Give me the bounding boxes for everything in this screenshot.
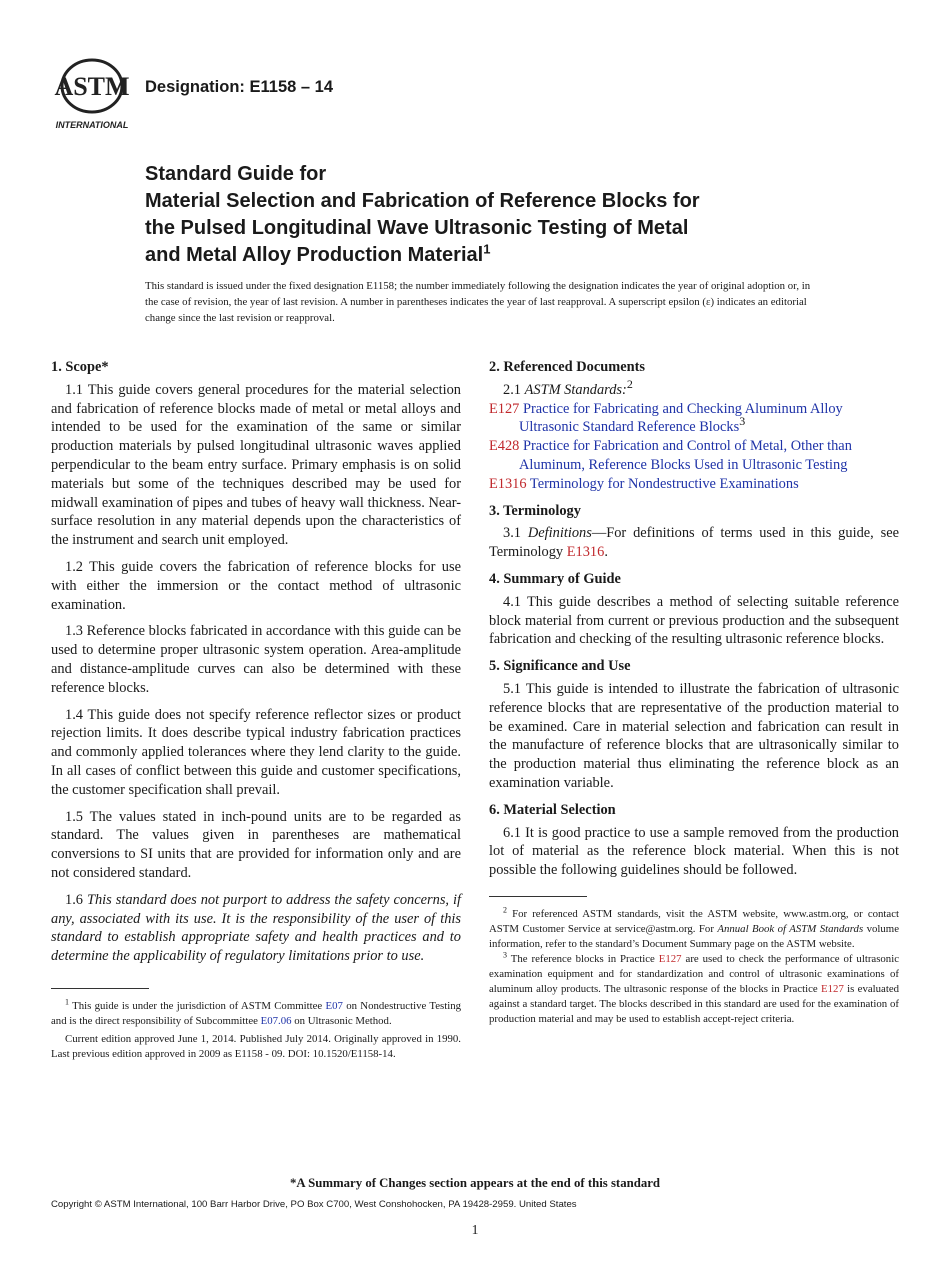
footnote-1-edition: Current edition approved June 1, 2014. Published July 2014. Originally approved in 1990. Last previous edition approved in 2009 as E1158 - 09. DOI: 10.1520/E1158-14. [51,1032,461,1060]
terminology-para-3-1: 3.1 Definitions—For definitions of terms used in this guide, see Terminology E1316. [489,525,899,561]
logo-international: INTERNATIONAL [55,120,129,130]
logo-text: ASTM [54,72,130,101]
significance-para-5-1: 5.1 This guide is intended to illustrate the fabrication of ultrasonic reference blocks that are representative of the production material to be examined. Care in material selection and fabrication can result in the manufacture of reference blocks that are ultrasonically similar to the production material thus eliminating the reference block as an examination variable. [489,680,899,791]
footnote-2: $^2$ For referenced ASTM standards, visit the ASTM website, www.astm.org, or contact ASTM Customer Service at service@astm.org. For Annual Book of ASTM Standards volume information, refer to the standard’s Document Summary page on the ASTM website. [489,905,899,950]
material-para-6-1: 6.1 It is good practice to use a sample removed from the production lot of material as the reference block material. When this is not possible the following guidelines should be followed. [489,824,899,879]
title-footnote-ref[interactable]: 1 [483,241,491,257]
scope-para-1-2: 1.2 This guide covers the fabrication of reference blocks for use with either the immersion or the contact method of ultrasonic examination. [51,558,461,613]
link-e07[interactable]: E07 [325,999,343,1012]
link-e1316[interactable]: E1316 [566,544,605,561]
title-line-2: Material Selection and Fabrication of Reference Blocks for [145,190,700,212]
section-significance-heading: 5. Significance and Use [489,658,631,675]
scope-para-1-6: 1.6 This standard does not purport to address the safety concerns, if any, associated with its use. It is the responsibility of the user of this standard to establish appropriate safety and health practices and to determine the applicability of regulatory limitations prior to use. [51,891,461,965]
astm-standards-label: 2.1 ASTM Standards:$^2$ [503,377,633,398]
section-scope-heading: 1. Scope* [51,359,109,375]
designation: Designation: E1158 – 14 [145,78,334,96]
footnote-divider-right [489,896,587,897]
section-material-heading: 6. Material Selection [489,801,616,818]
link-e127-a[interactable]: E127 [658,952,682,965]
ref-item-e127[interactable]: E127 Practice for Fabricating and Checking Aluminum Alloy Ultrasonic Standard Reference Blocks$^3$ [489,400,843,436]
footnote-divider [51,988,149,989]
ref-item-e1316[interactable]: E1316 Terminology for Nondestructive Examinations [489,475,799,492]
scope-para-1-4: 1.4 This guide does not specify reference reflector sizes or product rejection limits. It does describe typical industry fabrication practices and commonly applied tolerances where they lend clarity to the guide. In all cases of conflict between this guide and customer specifications, the customer specification shall prevail. [51,706,461,798]
page-number: 1 [471,1222,479,1237]
document-title [145,161,845,269]
title-line-3: the Pulsed Longitudinal Wave Ultrasonic Testing of Metal [145,217,689,239]
footnote-1: $^1$ This guide is under the jurisdiction of ASTM Committee E07 on Nondestructive Testing and is the direct responsibility of Subcommittee E07.06 on Ultrasonic Method. [51,997,461,1027]
title-line-4: and Metal Alloy Production Material$^1$ [145,241,491,266]
issuance-note: This standard is issued under the fixed designation E1158; the number immediately following the designation indicates the year of original adoption or, in the case of revision, the year of last revision. A number in parentheses indicates the year of last reapproval. A superscript epsilon (ε) indicates an editorial change since the last revision or reapproval. [145,280,811,324]
link-e07-06[interactable]: E07.06 [260,1014,292,1027]
left-column [51,358,461,1062]
ref-item-e428[interactable]: E428 Practice for Fabrication and Control of Metal, Other than Aluminum, Reference Blocks Used in Ultrasonic Testing [489,438,852,473]
right-column [489,358,899,1027]
astm-logo [50,58,134,132]
summary-of-changes-note: *A Summary of Changes section appears at the end of this standard [289,1176,661,1190]
title-line-1: Standard Guide for [145,163,327,185]
section-referenced-heading: 2. Referenced Documents [489,359,645,375]
scope-para-1-3: 1.3 Reference blocks fabricated in accordance with this guide can be used to determine proper ultrasonic system operation. Area-amplitude and distance-amplitude curves can also be determined with these reference blocks. [51,623,461,696]
footnote-3: $^3$ The reference blocks in Practice E127 are used to check the performance of ultrasonic examination equipment and for standardization and control of ultrasonic examinations of aluminum alloy products. The ultrasonic response of the blocks in Practice E127 is evaluated against a standard target. The blocks described in this standard are used for the examination of production material and may be used to establish accept-reject criteria. [489,950,900,1025]
scope-para-1-1: 1.1 This guide covers general procedures for the material selection and fabrication of reference blocks made of metal or metal alloys and intended to be used for the examination of the same or similar production materials by pulsed longitudinal ultrasonic waves applied perpendicular to the beam entry surface. Primary emphasis is on solid materials but some of the techniques described may be used for midwall examination of pipes and tubes of heavy wall thickness. Near-surface resolution in any material depends upon the characteristics of the instrument and search unit employed. [51,381,461,549]
summary-para-4-1: 4.1 This guide describes a method of selecting suitable reference block material from current or previous production and the subsequent fabrication and checking of the resulting ultrasonic reference blocks. [489,593,899,648]
copyright: Copyright © ASTM International, 100 Barr Harbor Drive, PO Box C700, West Conshohocken, PA 19428-2959. United States [51,1199,577,1210]
link-e127-b[interactable]: E127 [821,982,844,995]
scope-para-1-5: 1.5 The values stated in inch-pound units are to be regarded as standard. The values given in parentheses are mathematical conversions to SI units that are provided for information only and are not considered standard. [51,808,461,881]
section-terminology-heading: 3. Terminology [489,502,581,519]
section-summary-heading: 4. Summary of Guide [489,570,621,587]
